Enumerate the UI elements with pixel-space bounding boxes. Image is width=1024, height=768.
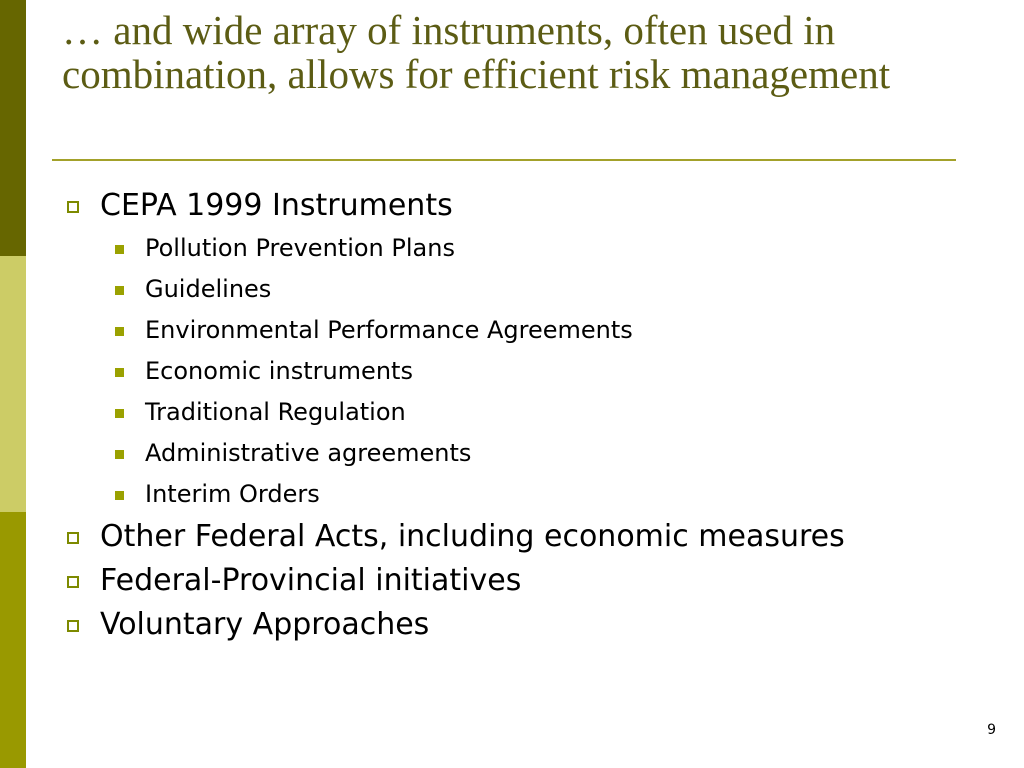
bullet-item <box>62 184 1002 228</box>
sub-bullet-item <box>62 351 1002 392</box>
filled-square-bullet-icon <box>115 286 124 295</box>
bullet-label: Federal-Provincial initiatives <box>100 563 522 598</box>
sidebar-segment-middle <box>0 256 26 512</box>
bullet-item <box>62 515 1002 559</box>
sub-bullet-label: Traditional Regulation <box>145 398 406 426</box>
sub-bullet-item <box>62 474 1002 515</box>
sub-bullet-label: Economic instruments <box>145 357 413 385</box>
page-number: 9 <box>987 722 996 738</box>
filled-square-bullet-icon <box>115 327 124 336</box>
sub-bullet-item <box>62 228 1002 269</box>
sidebar-accent-bar <box>0 0 26 768</box>
hollow-square-bullet-icon <box>67 576 79 588</box>
sub-bullet-item <box>62 392 1002 433</box>
sub-bullet-label: Environmental Performance Agreements <box>145 316 633 344</box>
filled-square-bullet-icon <box>115 491 124 500</box>
hollow-square-bullet-icon <box>67 201 79 213</box>
sidebar-segment-bottom <box>0 512 26 768</box>
sub-bullet-label: Administrative agreements <box>145 439 472 467</box>
sub-bullet-item <box>62 269 1002 310</box>
title-divider <box>52 159 956 161</box>
bullet-item <box>62 603 1002 647</box>
sub-bullet-label: Guidelines <box>145 275 272 303</box>
bullet-label: Other Federal Acts, including economic measures <box>100 519 845 554</box>
filled-square-bullet-icon <box>115 245 124 254</box>
sub-bullet-item <box>62 310 1002 351</box>
bullet-list <box>62 184 1002 647</box>
sub-bullet-label: Pollution Prevention Plans <box>145 234 455 262</box>
slide-title: … and wide array of instruments, often used in combination, allows for efficient risk management <box>62 7 891 97</box>
hollow-square-bullet-icon <box>67 532 79 544</box>
bullet-item <box>62 559 1002 603</box>
sub-bullet-label: Interim Orders <box>145 480 320 508</box>
bullet-label: Voluntary Approaches <box>100 607 430 642</box>
filled-square-bullet-icon <box>115 450 124 459</box>
filled-square-bullet-icon <box>115 368 124 377</box>
filled-square-bullet-icon <box>115 409 124 418</box>
bullet-label: CEPA 1999 Instruments <box>100 188 453 223</box>
sidebar-segment-top <box>0 0 26 256</box>
hollow-square-bullet-icon <box>67 620 79 632</box>
sub-bullet-item <box>62 433 1002 474</box>
